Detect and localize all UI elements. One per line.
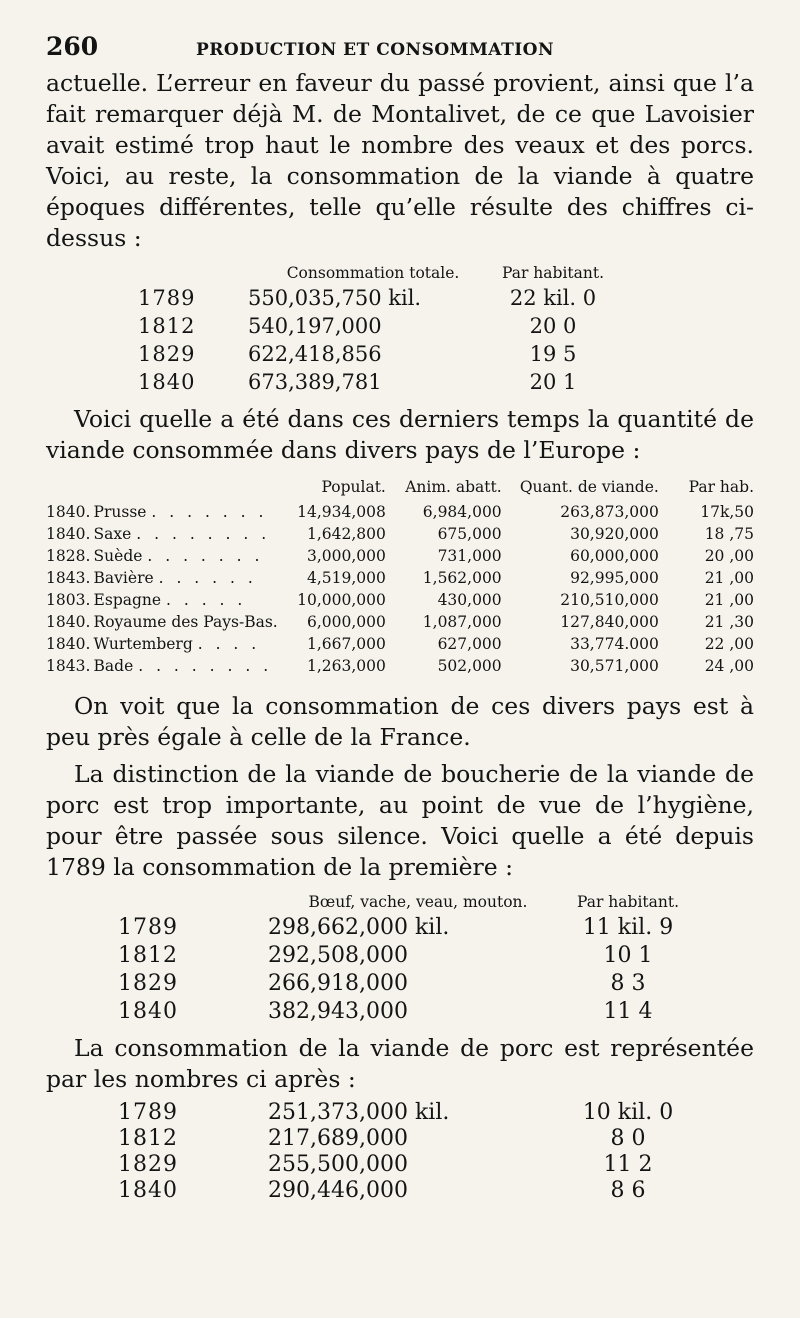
paragraph-4: La distinction de la viande de boucherie de la viande de porc est trop importante, au point de vue de l’hygiène, pour être passée sous silence. Voici quelle a été depuis 1789 la consommation de la première : [46, 760, 754, 881]
year-cell: 1840. [46, 635, 91, 653]
animals-cell: 627,000 [437, 635, 502, 653]
table-row [118, 941, 688, 969]
column-header: Bœuf, vache, veau, mouton. [308, 893, 528, 911]
population-cell: 10,000,000 [297, 591, 386, 609]
year-cell: 1789 [118, 1099, 178, 1125]
year-cell: 1829 [118, 1151, 178, 1177]
per-head-cell: 20 ,00 [704, 547, 754, 565]
per-head-cell: 21 ,00 [704, 569, 754, 587]
quantity-cell: 263,873,000 [560, 503, 659, 521]
animals-cell: 6,984,000 [422, 503, 502, 521]
total-cell: 673,389,781 [248, 370, 382, 394]
dot-leader: . . . . . . . . [138, 657, 273, 675]
year-cell: 1840 [138, 370, 196, 394]
table-row [118, 969, 688, 997]
total-cell: 550,035,750 kil. [248, 286, 422, 310]
dot-leader: . . . . . . . . [136, 525, 271, 543]
per-head-cell: 8 6 [610, 1177, 646, 1203]
table-row [118, 1177, 688, 1203]
table-row [118, 997, 688, 1025]
country-name: Bade [93, 657, 134, 675]
country-name: Saxe [93, 525, 132, 543]
quantity-cell: 210,510,000 [560, 591, 659, 609]
total-cell: 292,508,000 [268, 942, 408, 968]
year-cell: 1812 [138, 314, 196, 338]
table-row [138, 340, 608, 368]
per-head-cell: 20 1 [529, 370, 577, 394]
country-name: Suède [93, 547, 143, 565]
country-name: Bavière [93, 569, 154, 587]
table-row [46, 501, 754, 523]
population-cell: 1,263,000 [306, 657, 386, 675]
animals-cell: 430,000 [437, 591, 502, 609]
dot-leader: . . . . . . . [147, 547, 264, 565]
year-cell: 1840 [118, 1177, 178, 1203]
population-cell: 4,519,000 [306, 569, 386, 587]
year-cell: 1840. [46, 613, 91, 631]
table-row [138, 312, 608, 340]
total-consumption-table [138, 264, 608, 396]
population-cell: 3,000,000 [306, 547, 386, 565]
table-row [46, 611, 754, 633]
year-cell: 1843. [46, 657, 91, 675]
per-head-cell: 22 kil. 0 [509, 286, 597, 310]
per-head-cell: 10 kil. 0 [582, 1099, 674, 1125]
total-cell: 382,943,000 [268, 998, 408, 1024]
page-number: 260 [46, 32, 99, 61]
page-header [46, 32, 754, 68]
animals-cell: 731,000 [437, 547, 502, 565]
year-cell: 1829 [118, 970, 178, 996]
population-cell: 14,934,008 [297, 503, 386, 521]
per-head-cell: 19 5 [529, 342, 577, 366]
population-cell: 1,642,800 [306, 525, 386, 543]
total-cell: 298,662,000 kil. [268, 914, 450, 940]
country-cell [94, 655, 295, 677]
dot-leader: . . . . [197, 635, 261, 653]
country-cell [94, 501, 295, 523]
table-row [46, 655, 754, 677]
quantity-cell: 30,920,000 [570, 525, 659, 543]
paragraph-1: actuelle. L’erreur en faveur du passé provient, ainsi que l’a fait remarquer déjà M. de Montalivet, de ce que Lavoisier avait estimé trop haut le nombre des veaux et des porcs. Voici, au reste, la consommation de la viande à quatre époques différentes, telle qu’elle résulte des chiffres ci-dessus : [46, 69, 754, 252]
country-name: Royaume des Pays-Bas. [93, 613, 278, 631]
year-cell: 1840 [118, 998, 178, 1024]
dot-leader: . . . . . . [158, 569, 257, 587]
table-row [138, 368, 608, 396]
country-consumption-table [46, 478, 754, 677]
total-cell: 622,418,856 [248, 342, 382, 366]
year-cell: 1828. [46, 547, 91, 565]
year-cell: 1812 [118, 942, 178, 968]
country-cell [94, 567, 295, 589]
population-cell: 1,667,000 [306, 635, 386, 653]
total-cell: 255,500,000 [268, 1151, 408, 1177]
paragraph-5: La consommation de la viande de porc est représentée par les nombres ci après : [46, 1034, 754, 1093]
country-cell [94, 523, 295, 545]
year-cell: 1840. [46, 525, 91, 543]
country-cell [94, 633, 295, 655]
column-header: Consommation totale. [286, 264, 460, 282]
pork-meat-table [118, 1099, 688, 1203]
per-head-cell: 21 ,00 [704, 591, 754, 609]
population-cell: 6,000,000 [306, 613, 386, 631]
country-cell [94, 545, 295, 567]
column-header: Populat. [321, 478, 386, 496]
total-cell: 290,446,000 [268, 1177, 408, 1203]
year-cell: 1840. [46, 503, 91, 521]
per-head-cell: 11 kil. 9 [582, 914, 674, 940]
country-name: Prusse [93, 503, 147, 521]
table-row [118, 913, 688, 941]
total-cell: 217,689,000 [268, 1125, 408, 1151]
year-cell: 1789 [118, 914, 178, 940]
table-row [118, 1125, 688, 1151]
table-row [118, 1151, 688, 1177]
year-cell: 1829 [138, 342, 196, 366]
per-head-cell: 20 0 [529, 314, 577, 338]
dot-leader: . . . . . [166, 591, 247, 609]
per-head-cell: 17k,50 [700, 503, 754, 521]
table-row [46, 545, 754, 567]
year-cell: 1803. [46, 591, 91, 609]
table-row [46, 633, 754, 655]
quantity-cell: 60,000,000 [570, 547, 659, 565]
per-head-cell: 11 2 [603, 1151, 653, 1177]
animals-cell: 502,000 [437, 657, 502, 675]
country-cell [94, 611, 295, 633]
per-head-cell: 21 ,30 [704, 613, 754, 631]
per-head-cell: 11 4 [603, 998, 653, 1024]
dot-leader: . . . . . . . [151, 503, 268, 521]
total-cell: 251,373,000 kil. [268, 1099, 450, 1125]
paragraph-2: Voici quelle a été dans ces derniers temps la quantité de viande consommée dans divers pays de l’Europe : [46, 405, 754, 464]
running-title: PRODUCTION ET CONSOMMATION [196, 40, 555, 60]
table-row [46, 589, 754, 611]
country-cell [94, 589, 295, 611]
country-name: Wurtemberg [93, 635, 193, 653]
per-head-cell: 8 3 [610, 970, 646, 996]
table-row [46, 523, 754, 545]
column-header: Par habitant. [501, 264, 605, 282]
country-name: Espagne [93, 591, 162, 609]
table-row [46, 567, 754, 589]
column-header: Par habitant. [576, 893, 680, 911]
per-head-cell: 10 1 [603, 942, 653, 968]
quantity-cell: 33,774.000 [570, 635, 659, 653]
quantity-cell: 127,840,000 [560, 613, 659, 631]
column-header: Quant. de viande. [519, 478, 659, 496]
animals-cell: 675,000 [437, 525, 502, 543]
column-header: Par hab. [688, 478, 754, 496]
column-header: Anim. abatt. [405, 478, 502, 496]
table-row [118, 1099, 688, 1125]
per-head-cell: 24 ,00 [704, 657, 754, 675]
per-head-cell: 18 ,75 [704, 525, 754, 543]
paragraph-3: On voit que la consommation de ces divers pays est à peu près égale à celle de la France. [46, 692, 754, 751]
table-row [138, 284, 608, 312]
total-cell: 266,918,000 [268, 970, 408, 996]
total-cell: 540,197,000 [248, 314, 382, 338]
quantity-cell: 30,571,000 [570, 657, 659, 675]
animals-cell: 1,562,000 [422, 569, 502, 587]
year-cell: 1812 [118, 1125, 178, 1151]
animals-cell: 1,087,000 [422, 613, 502, 631]
per-head-cell: 8 0 [610, 1125, 646, 1151]
butchery-meat-table [118, 893, 688, 1025]
per-head-cell: 22 ,00 [704, 635, 754, 653]
year-cell: 1789 [138, 286, 196, 310]
quantity-cell: 92,995,000 [570, 569, 659, 587]
year-cell: 1843. [46, 569, 91, 587]
